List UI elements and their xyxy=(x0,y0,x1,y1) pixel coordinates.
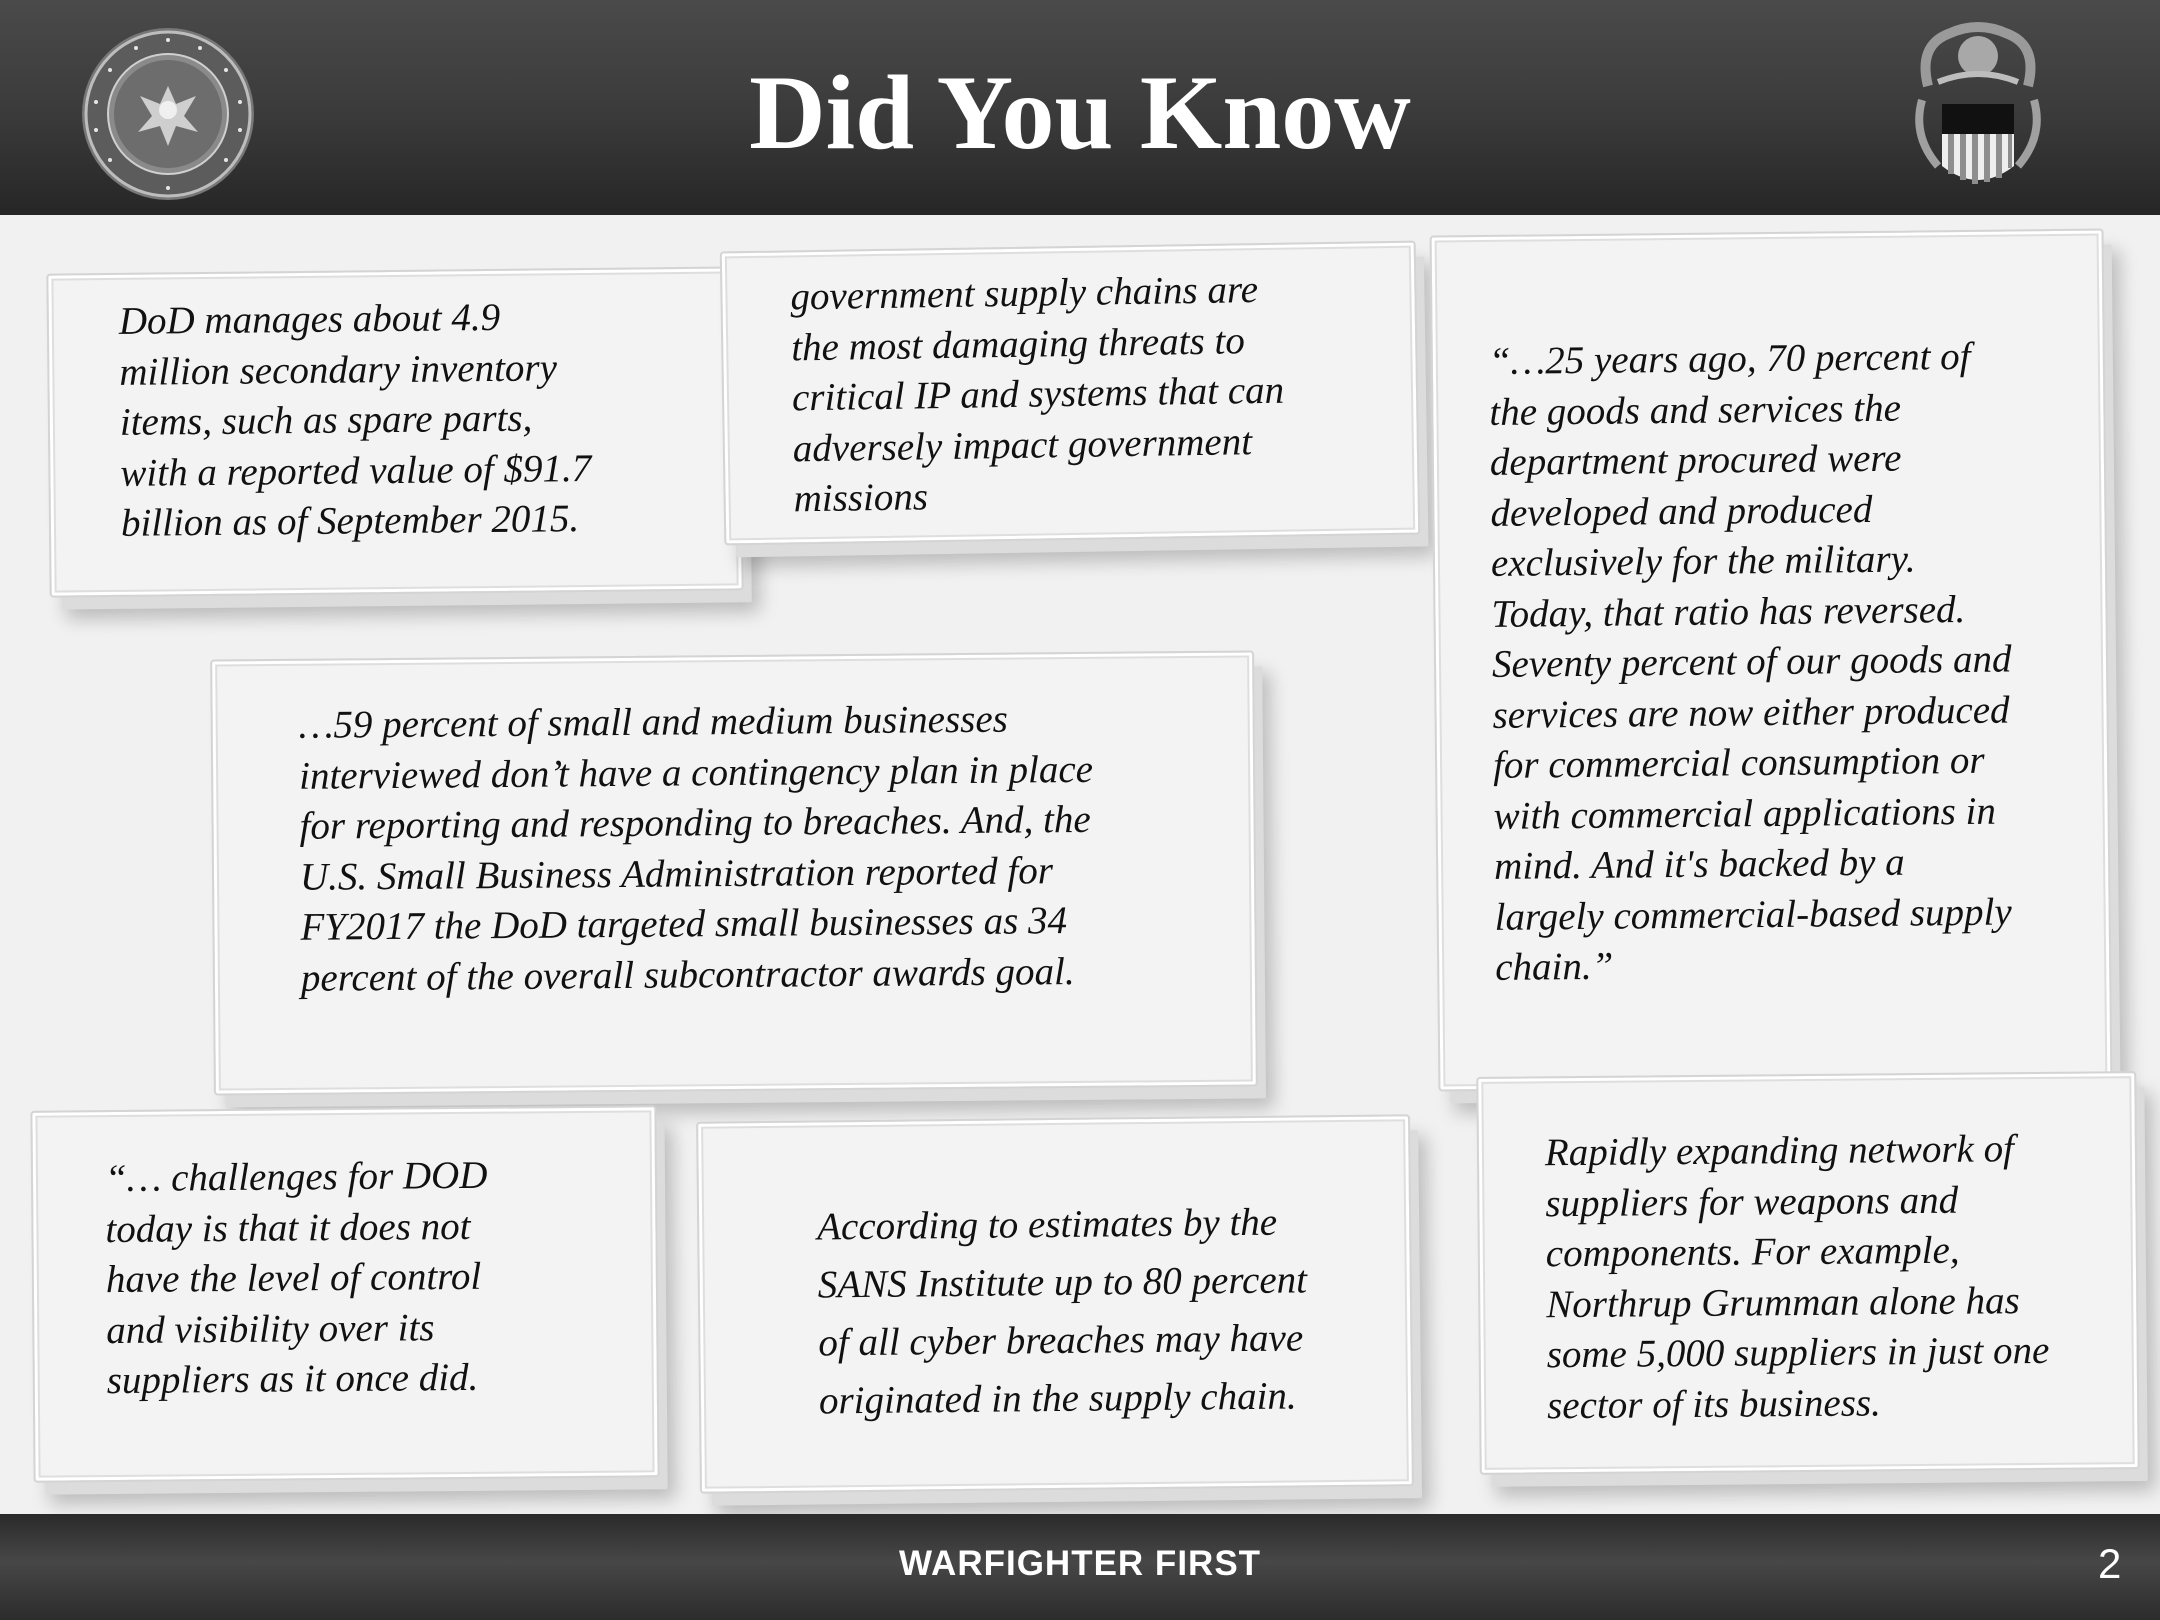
fact-card-inventory xyxy=(46,266,743,597)
fact-card-commercial-ratio xyxy=(1430,228,2113,1091)
fact-text: Rapidly expanding network of suppliers for weapons and components. For example, Northrup Grumman alone has some 5,000 suppliers in just one sector of its business. xyxy=(1544,1127,2050,1427)
page-number: 2 xyxy=(2098,1540,2122,1587)
fact-text: “… challenges for DOD today is that it does not have the level of control and visibility over its suppliers as it once did. xyxy=(104,1153,488,1403)
fact-text: government supply chains are the most damaging threats to critical IP and systems that can adversely impact government missions xyxy=(790,268,1285,521)
fact-card-supply-threats xyxy=(720,241,1421,546)
fact-text: …59 percent of small and medium businesses interviewed don’t have a contingency plan in place for reporting and responding to breaches. And, the U.S. Small Business Administration reported for FY2017 the DoD targeted small businesses as 34 percent of the overall subcontractor awards goal. xyxy=(298,697,1094,1000)
fact-card-sans-estimate xyxy=(696,1114,1414,1493)
fact-text: According to estimates by the SANS Institute up to 80 percent of all cyber breaches may have originated in the supply chain. xyxy=(816,1200,1308,1423)
fact-card-dod-challenges xyxy=(30,1105,659,1482)
fact-card-supplier-network xyxy=(1476,1071,2139,1475)
fact-text: “…25 years ago, 70 percent of the goods and services the department procured were developed and produced exclusively for the military. Today, that ratio has reversed. Seventy percent of our goods and services are now either produced for commercial consumption or with commercial applications in mind. And it's backed by a largely commercial-based supply chain.” xyxy=(1488,334,2012,989)
fact-text: DoD manages about 4.9 million secondary inventory items, such as spare parts, with a reported value of $91.7 billion as of September 2015. xyxy=(118,295,592,545)
fact-card-small-business xyxy=(210,650,1258,1095)
page-title: Did You Know xyxy=(749,54,1411,171)
footer-tagline: WARFIGHTER FIRST xyxy=(898,1544,1262,1583)
